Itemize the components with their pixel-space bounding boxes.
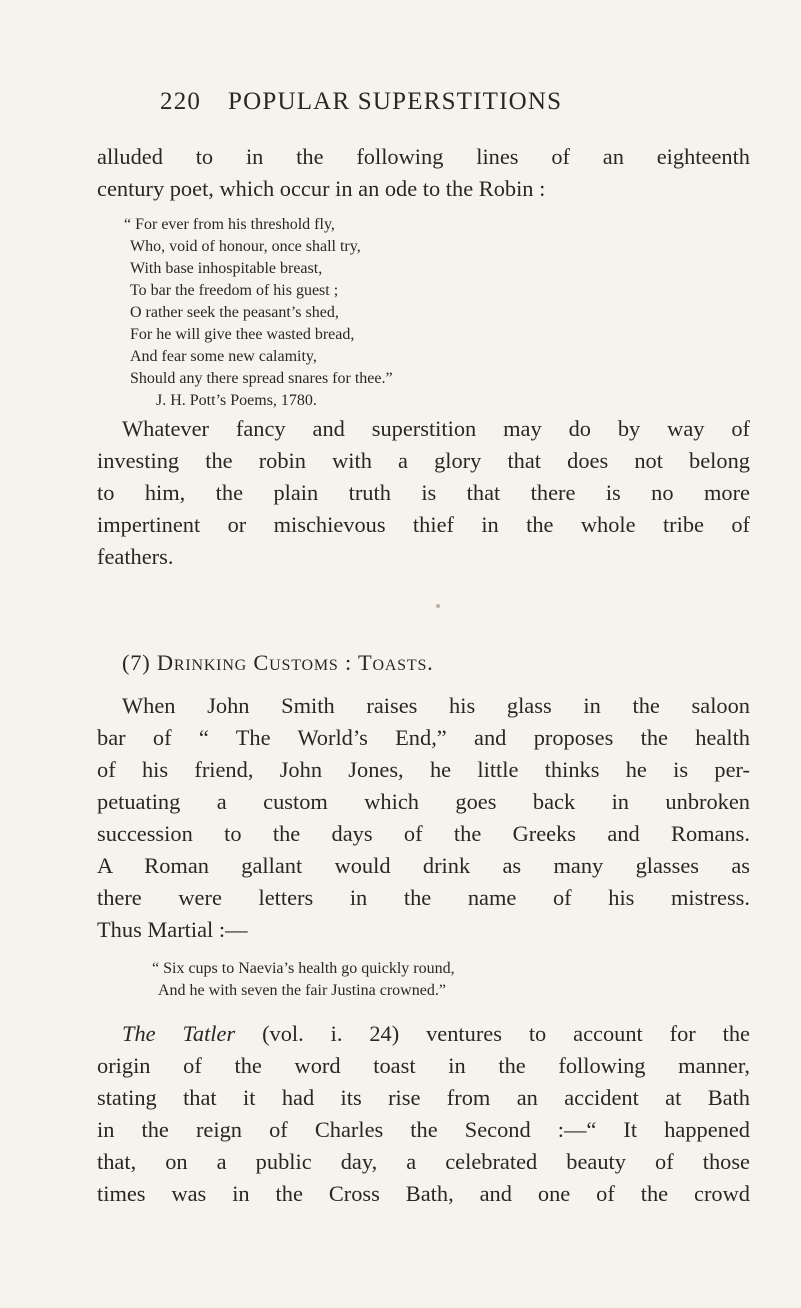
text-line: to him, the plain truth is that there is no more (97, 480, 750, 505)
text-line: there were letters in the name of his mistress. (97, 885, 750, 910)
text-line: stating that it had its rise from an accident at Bath (97, 1085, 750, 1110)
intro-paragraph (97, 141, 750, 205)
text-line: When John Smith raises his glass in the saloon (122, 693, 750, 718)
tatler-paragraph (97, 1018, 750, 1210)
running-title: POPULAR SUPERSTITIONS (228, 88, 563, 115)
verse-line: To bar the freedom of his guest ; (130, 282, 339, 299)
text-line: succession to the days of the Greeks and Romans. (97, 821, 750, 846)
verse-line: O rather seek the peasant’s shed, (130, 304, 339, 321)
text-line (97, 1018, 750, 1050)
text-line: feathers. (97, 544, 174, 569)
page-number: 220 (160, 88, 202, 115)
verse-line: “ Six cups to Naevia’s health go quickly round, (152, 960, 455, 977)
verse-line: “ For ever from his threshold fly, (124, 216, 335, 233)
text-line: alluded to in the following lines of an eighteenth (97, 144, 750, 169)
text-line: impertinent or mischievous thief in the whole tribe of (97, 512, 750, 537)
publication-title: The Tatler (122, 1021, 236, 1046)
poem-martial (152, 958, 712, 1002)
poem-robin (124, 214, 684, 412)
text-line: origin of the word toast in the following manner, (97, 1053, 750, 1078)
text-line: Thus Martial :— (97, 917, 248, 942)
text-fragment: (vol. i. 24) ventures to account for the (235, 1021, 750, 1046)
printing-speck (436, 604, 440, 608)
text-line: in the reign of Charles the Second :—“ It happened (97, 1117, 750, 1142)
verse-line: Should any there spread snares for thee.” (130, 370, 393, 387)
toast-paragraph (97, 690, 750, 946)
text-line: that, on a public day, a celebrated beauty of those (97, 1149, 750, 1174)
verse-line: Who, void of honour, once shall try, (130, 238, 361, 255)
robin-paragraph (97, 413, 750, 573)
text-line: investing the robin with a glory that does not belong (97, 448, 750, 473)
verse-citation: J. H. Pott’s Poems, 1780. (156, 392, 317, 409)
verse-line: And he with seven the fair Justina crowned.” (158, 982, 446, 999)
verse-line: And fear some new calamity, (130, 348, 317, 365)
text-line: Whatever fancy and superstition may do by way of (122, 416, 750, 441)
text-line: petuating a custom which goes back in unbroken (97, 789, 750, 814)
text-line: A Roman gallant would drink as many glasses as (97, 853, 750, 878)
text-line: bar of “ The World’s End,” and proposes the health (97, 725, 750, 750)
verse-line: With base inhospitable breast, (130, 260, 323, 277)
text-line: times was in the Cross Bath, and one of the crowd (97, 1181, 750, 1206)
section-heading: (7) Drinking Customs : Toasts. (122, 650, 434, 675)
verse-line: For he will give thee wasted bread, (130, 326, 355, 343)
text-line: of his friend, John Jones, he little thinks he is per- (97, 757, 750, 782)
text-line: century poet, which occur in an ode to the Robin : (97, 176, 546, 201)
